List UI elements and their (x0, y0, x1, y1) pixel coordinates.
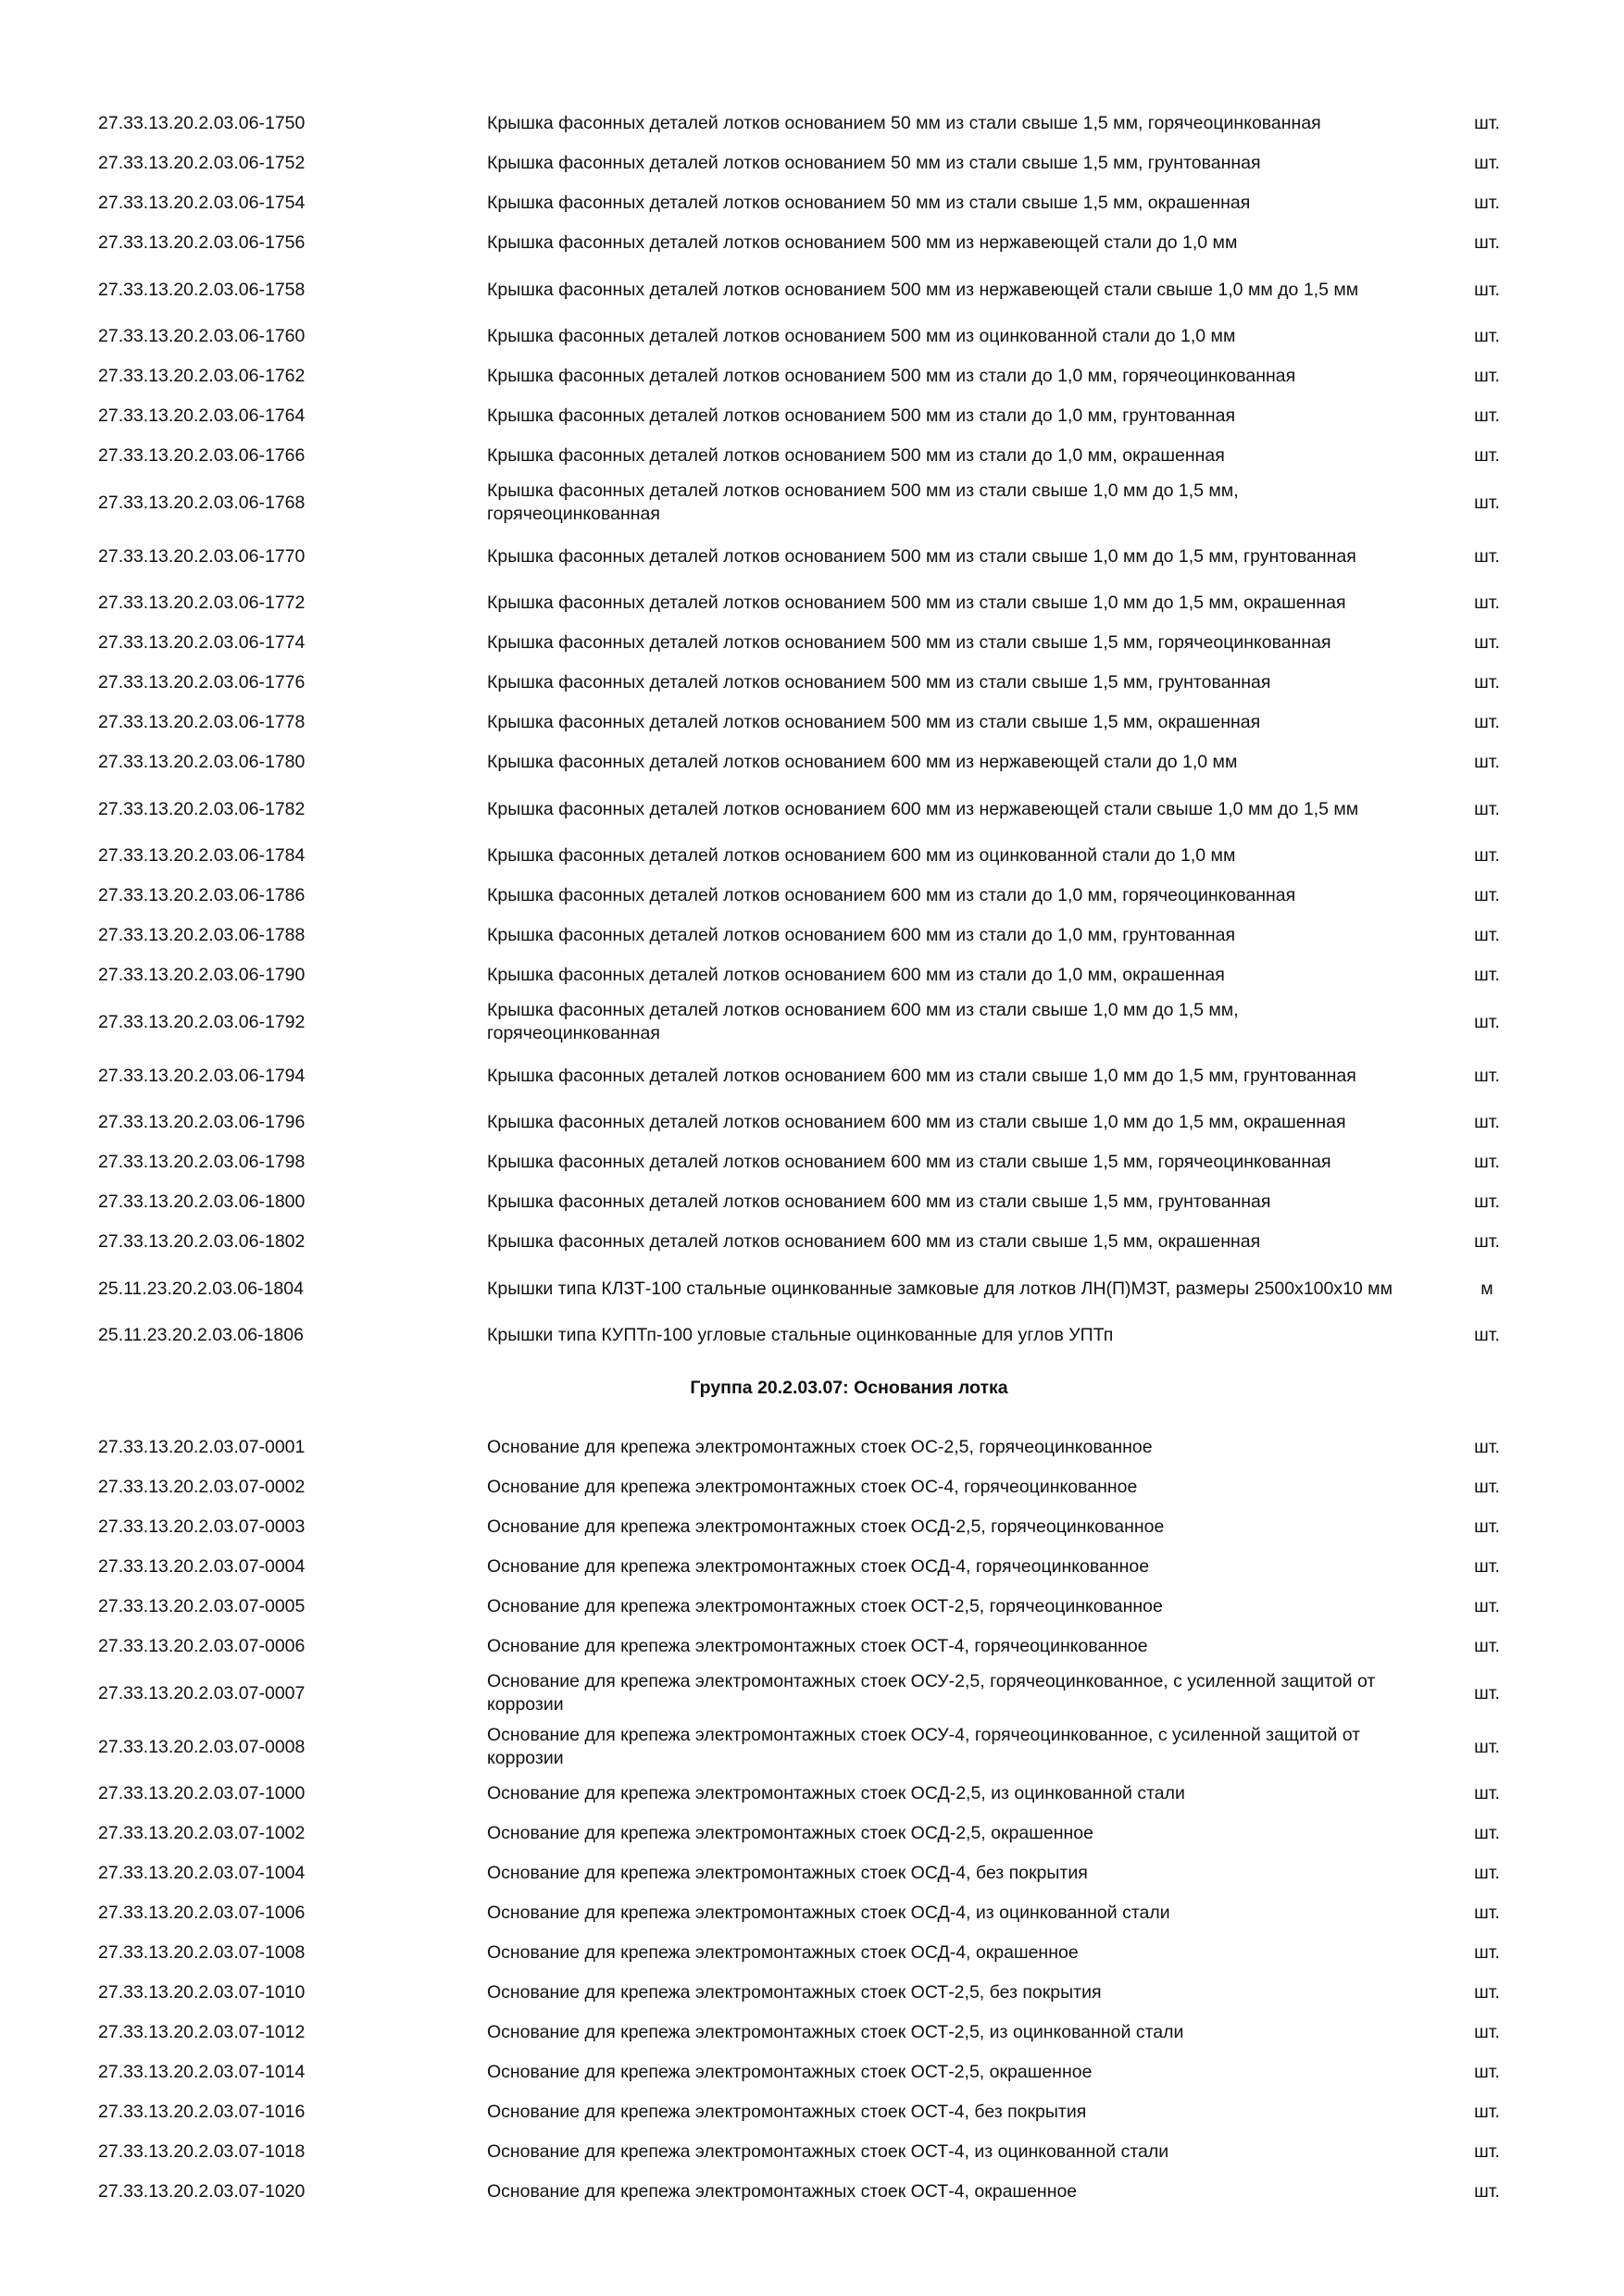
table-row (0, 1814, 1624, 1853)
table-row (0, 1720, 1624, 1774)
item-unit: шт. (1474, 1192, 1500, 1212)
table-row (0, 995, 1624, 1049)
item-unit: шт. (1474, 1863, 1500, 1883)
table-row (0, 183, 1624, 223)
table-row (0, 1049, 1624, 1103)
table-row (0, 2132, 1624, 2172)
item-code: 27.33.13.20.2.03.07-0002 (98, 1477, 306, 1497)
item-unit: шт. (1474, 366, 1500, 386)
item-name: Крышка фасонных деталей лотков основанием 500 мм из стали свыше 1,0 мм до 1,5 мм, горячеоцинкованная (487, 480, 1239, 524)
table-row (0, 1666, 1624, 1720)
item-name: Крышка фасонных деталей лотков основанием 500 мм из стали свыше 1,0 мм до 1,5 мм, грунтованная (487, 545, 1356, 567)
item-name: Основание для крепежа электромонтажных стоек ОСД-4, горячеоцинкованное (487, 1556, 1150, 1577)
item-unit: шт. (1474, 113, 1500, 133)
table-row (0, 1507, 1624, 1547)
table-row (0, 1587, 1624, 1627)
item-name: Основание для крепежа электромонтажных стоек ОСУ-4, горячеоцинкованное, с усиленной защитой от коррозии (487, 1725, 1361, 1768)
item-code: 27.33.13.20.2.03.07-1000 (98, 1783, 306, 1803)
item-code: 27.33.13.20.2.03.06-1750 (98, 113, 306, 133)
item-code: 27.33.13.20.2.03.06-1762 (98, 366, 306, 386)
item-name: Крышка фасонных деталей лотков основанием 600 мм из стали свыше 1,0 мм до 1,5 мм, грунтованная (487, 1065, 1356, 1086)
item-name: Крышка фасонных деталей лотков основанием 600 мм из нержавеющей стали свыше 1,0 мм до 1,5 мм (487, 798, 1359, 819)
table-row (0, 223, 1624, 263)
item-code: 27.33.13.20.2.03.07-1004 (98, 1863, 306, 1883)
table-row (0, 530, 1624, 583)
item-code: 27.33.13.20.2.03.06-1794 (98, 1065, 306, 1086)
item-code: 27.33.13.20.2.03.06-1784 (98, 845, 306, 866)
item-code: 27.33.13.20.2.03.07-1020 (98, 2181, 306, 2202)
group-heading: Группа 20.2.03.07: Основания лотка (690, 1378, 1008, 1398)
item-code: 27.33.13.20.2.03.07-0007 (98, 1682, 306, 1703)
item-name: Крышка фасонных деталей лотков основанием 600 мм из оцинкованной стали до 1,0 мм (487, 845, 1236, 866)
item-name: Крышка фасонных деталей лотков основанием 600 мм из стали до 1,0 мм, окрашенная (487, 965, 1225, 985)
item-name: Крышка фасонных деталей лотков основанием 600 мм из стали свыше 1,5 мм, грунтованная (487, 1192, 1271, 1212)
item-name: Крышки типа КУПТп-100 угловые стальные оцинкованные для углов УПТп (487, 1325, 1114, 1345)
item-unit: шт. (1474, 1477, 1500, 1497)
item-unit: шт. (1474, 1556, 1500, 1577)
item-unit: шт. (1474, 545, 1500, 567)
table-row (0, 476, 1624, 530)
item-code: 27.33.13.20.2.03.07-1016 (98, 2102, 306, 2122)
item-name: Основание для крепежа электромонтажных стоек ОСТ-2,5, горячеоцинкованное (487, 1596, 1163, 1616)
item-code: 27.33.13.20.2.03.06-1754 (98, 193, 306, 213)
item-unit: шт. (1474, 798, 1500, 819)
item-code: 27.33.13.20.2.03.06-1782 (98, 798, 306, 819)
table-row (0, 583, 1624, 623)
table-row (0, 2092, 1624, 2132)
table-row (0, 2013, 1624, 2053)
item-unit: шт. (1474, 1231, 1500, 1252)
item-unit: шт. (1474, 1596, 1500, 1616)
table-row (0, 263, 1624, 317)
table-row (0, 1627, 1624, 1666)
table-row (0, 1262, 1624, 1316)
item-unit: шт. (1474, 2102, 1500, 2122)
table-row (0, 1142, 1624, 1182)
item-unit: шт. (1474, 1065, 1500, 1086)
item-name: Крышка фасонных деталей лотков основанием 600 мм из стали свыше 1,5 мм, горячеоцинкованная (487, 1152, 1331, 1172)
item-name: Крышка фасонных деталей лотков основанием 500 мм из стали до 1,0 мм, горячеоцинкованная (487, 366, 1296, 386)
item-name: Крышка фасонных деталей лотков основанием 500 мм из оцинкованной стали до 1,0 мм (487, 326, 1236, 346)
item-name: Крышка фасонных деталей лотков основанием 50 мм из стали свыше 1,5 мм, горячеоцинкованная (487, 113, 1321, 133)
item-name: Крышка фасонных деталей лотков основанием 600 мм из стали свыше 1,5 мм, окрашенная (487, 1231, 1261, 1252)
item-unit: шт. (1474, 2022, 1500, 2042)
document-page (0, 104, 1624, 2212)
item-unit: шт. (1474, 1682, 1500, 1703)
item-code: 27.33.13.20.2.03.07-1012 (98, 2022, 306, 2042)
item-name: Основание для крепежа электромонтажных стоек ОСД-2,5, из оцинкованной стали (487, 1783, 1185, 1803)
table-row (0, 1853, 1624, 1893)
item-unit: шт. (1474, 1903, 1500, 1923)
item-unit: шт. (1474, 1516, 1500, 1537)
table-row (0, 2172, 1624, 2212)
table-row (0, 1182, 1624, 1222)
item-unit: шт. (1474, 845, 1500, 866)
item-name: Крышка фасонных деталей лотков основанием 600 мм из стали до 1,0 мм, грунтованная (487, 925, 1236, 945)
item-code: 27.33.13.20.2.03.07-0001 (98, 1437, 306, 1457)
item-code: 27.33.13.20.2.03.06-1800 (98, 1192, 306, 1212)
item-name: Основание для крепежа электромонтажных стоек ОСТ-2,5, окрашенное (487, 2062, 1093, 2082)
price-list-section-bases (0, 1428, 1624, 2212)
item-code: 27.33.13.20.2.03.06-1774 (98, 632, 306, 653)
table-row (0, 104, 1624, 144)
table-row (0, 317, 1624, 356)
item-code: 27.33.13.20.2.03.06-1786 (98, 885, 306, 905)
item-name: Крышка фасонных деталей лотков основанием 500 мм из нержавеющей стали до 1,0 мм (487, 232, 1238, 253)
table-row (0, 436, 1624, 476)
item-unit: шт. (1474, 712, 1500, 732)
item-name: Основание для крепежа электромонтажных стоек ОСД-4, из оцинкованной стали (487, 1903, 1170, 1923)
table-row (0, 1547, 1624, 1587)
item-code: 27.33.13.20.2.03.06-1792 (98, 1011, 306, 1032)
item-name: Основание для крепежа электромонтажных стоек ОСД-4, окрашенное (487, 1942, 1079, 1963)
table-row (0, 916, 1624, 955)
item-code: 27.33.13.20.2.03.06-1776 (98, 672, 306, 693)
item-code: 27.33.13.20.2.03.07-1018 (98, 2141, 306, 2162)
item-code: 27.33.13.20.2.03.07-1014 (98, 2062, 306, 2082)
item-code: 27.33.13.20.2.03.06-1790 (98, 965, 306, 985)
item-code: 27.33.13.20.2.03.06-1760 (98, 326, 306, 346)
item-name: Крышка фасонных деталей лотков основанием 500 мм из нержавеющей стали свыше 1,0 мм до 1,5 мм (487, 279, 1359, 300)
item-code: 27.33.13.20.2.03.06-1796 (98, 1112, 306, 1132)
item-unit: шт. (1474, 885, 1500, 905)
item-unit: шт. (1474, 193, 1500, 213)
table-row (0, 1222, 1624, 1262)
table-row (0, 782, 1624, 836)
table-row (0, 1893, 1624, 1933)
item-name: Основание для крепежа электромонтажных стоек ОСТ-4, окрашенное (487, 2181, 1078, 2202)
item-code: 27.33.13.20.2.03.06-1758 (98, 279, 306, 300)
item-unit: шт. (1474, 632, 1500, 653)
item-code: 27.33.13.20.2.03.06-1756 (98, 232, 306, 253)
item-name: Основание для крепежа электромонтажных стоек ОС-4, горячеоцинкованное (487, 1477, 1138, 1497)
item-unit: шт. (1474, 593, 1500, 613)
table-row (0, 1467, 1624, 1507)
table-row (0, 742, 1624, 782)
item-unit: шт. (1474, 1011, 1500, 1032)
item-code: 27.33.13.20.2.03.06-1752 (98, 153, 306, 173)
item-name: Основание для крепежа электромонтажных стоек ОСТ-4, горячеоцинкованное (487, 1636, 1148, 1656)
table-row (0, 703, 1624, 742)
table-row (0, 623, 1624, 663)
item-code: 27.33.13.20.2.03.06-1764 (98, 406, 306, 426)
item-name: Крышка фасонных деталей лотков основанием 500 мм из стали свыше 1,0 мм до 1,5 мм, окрашенная (487, 593, 1346, 613)
item-unit: шт. (1474, 1152, 1500, 1172)
item-code: 27.33.13.20.2.03.07-0004 (98, 1556, 306, 1577)
item-code: 27.33.13.20.2.03.06-1778 (98, 712, 306, 732)
item-name: Основание для крепежа электромонтажных стоек ОС-2,5, горячеоцинкованное (487, 1437, 1153, 1457)
item-unit: шт. (1474, 1112, 1500, 1132)
item-name: Крышка фасонных деталей лотков основанием 50 мм из стали свыше 1,5 мм, окрашенная (487, 193, 1251, 213)
table-row (0, 144, 1624, 183)
item-unit: шт. (1474, 406, 1500, 426)
item-name: Основание для крепежа электромонтажных стоек ОСТ-4, из оцинкованной стали (487, 2141, 1169, 2162)
item-code: 27.33.13.20.2.03.07-1006 (98, 1903, 306, 1923)
item-unit: шт. (1474, 1636, 1500, 1656)
item-code: 27.33.13.20.2.03.07-1002 (98, 1823, 306, 1843)
item-unit: шт. (1474, 153, 1500, 173)
item-name: Крышка фасонных деталей лотков основанием 500 мм из стали до 1,0 мм, окрашенная (487, 445, 1225, 466)
table-row (0, 1103, 1624, 1142)
item-name: Крышка фасонных деталей лотков основанием 50 мм из стали свыше 1,5 мм, грунтованная (487, 153, 1261, 173)
item-code: 27.33.13.20.2.03.06-1798 (98, 1152, 306, 1172)
item-code: 27.33.13.20.2.03.07-0005 (98, 1596, 306, 1616)
item-code: 27.33.13.20.2.03.06-1788 (98, 925, 306, 945)
item-name: Крышка фасонных деталей лотков основанием 500 мм из стали свыше 1,5 мм, горячеоцинкованная (487, 632, 1331, 653)
item-code: 27.33.13.20.2.03.07-1008 (98, 1942, 306, 1963)
item-unit: шт. (1474, 326, 1500, 346)
table-row (0, 356, 1624, 396)
table-row (0, 396, 1624, 436)
item-unit: шт. (1474, 232, 1500, 253)
item-code: 27.33.13.20.2.03.07-0008 (98, 1736, 306, 1757)
item-name: Основание для крепежа электромонтажных стоек ОСТ-2,5, без покрытия (487, 1982, 1102, 2003)
item-unit: шт. (1474, 752, 1500, 772)
item-unit: шт. (1474, 1437, 1500, 1457)
item-code: 27.33.13.20.2.03.07-0006 (98, 1636, 306, 1656)
table-row (0, 1774, 1624, 1814)
table-row (0, 1973, 1624, 2013)
item-unit: шт. (1474, 279, 1500, 300)
item-unit: шт. (1474, 1942, 1500, 1963)
item-code: 27.33.13.20.2.03.06-1770 (98, 545, 306, 567)
item-code: 27.33.13.20.2.03.06-1772 (98, 593, 306, 613)
item-name: Крышка фасонных деталей лотков основанием 500 мм из стали до 1,0 мм, грунтованная (487, 406, 1236, 426)
item-code: 27.33.13.20.2.03.06-1768 (98, 492, 306, 513)
item-name: Крышка фасонных деталей лотков основанием 600 мм из стали свыше 1,0 мм до 1,5 мм, горячеоцинкованная (487, 1000, 1239, 1043)
table-row (0, 955, 1624, 995)
item-code: 27.33.13.20.2.03.06-1766 (98, 445, 306, 466)
item-unit: шт. (1474, 965, 1500, 985)
item-unit: м (1480, 1278, 1493, 1299)
item-unit: шт. (1474, 492, 1500, 513)
item-unit: шт. (1474, 2062, 1500, 2082)
item-name: Крышки типа КЛЗТ-100 стальные оцинкованные замковые для лотков ЛН(П)МЗТ, размеры 2500х100х10 мм (487, 1278, 1393, 1299)
item-unit: шт. (1474, 1982, 1500, 2003)
table-row (0, 2053, 1624, 2092)
table-row (0, 663, 1624, 703)
item-name: Основание для крепежа электромонтажных стоек ОСД-2,5, горячеоцинкованное (487, 1516, 1165, 1537)
item-code: 27.33.13.20.2.03.07-1010 (98, 1982, 306, 2003)
item-name: Крышка фасонных деталей лотков основанием 500 мм из стали свыше 1,5 мм, окрашенная (487, 712, 1261, 732)
price-list-section-covers (0, 104, 1624, 1355)
item-unit: шт. (1474, 2181, 1500, 2202)
item-unit: шт. (1474, 1325, 1500, 1345)
item-code: 25.11.23.20.2.03.06-1804 (98, 1278, 304, 1299)
table-row (0, 1428, 1624, 1467)
item-unit: шт. (1474, 1783, 1500, 1803)
item-name: Крышка фасонных деталей лотков основанием 600 мм из нержавеющей стали до 1,0 мм (487, 752, 1238, 772)
item-name: Основание для крепежа электромонтажных стоек ОСД-4, без покрытия (487, 1863, 1088, 1883)
table-row (0, 876, 1624, 916)
item-unit: шт. (1474, 445, 1500, 466)
table-row (0, 836, 1624, 876)
item-name: Основание для крепежа электромонтажных стоек ОСД-2,5, окрашенное (487, 1823, 1093, 1843)
item-code: 27.33.13.20.2.03.06-1780 (98, 752, 306, 772)
item-name: Основание для крепежа электромонтажных стоек ОСТ-2,5, из оцинкованной стали (487, 2022, 1184, 2042)
table-row (0, 1316, 1624, 1355)
item-code: 27.33.13.20.2.03.07-0003 (98, 1516, 306, 1537)
item-unit: шт. (1474, 672, 1500, 693)
item-code: 25.11.23.20.2.03.06-1806 (98, 1325, 304, 1345)
table-row (0, 1933, 1624, 1973)
item-unit: шт. (1474, 1823, 1500, 1843)
item-name: Основание для крепежа электромонтажных стоек ОСТ-4, без покрытия (487, 2102, 1087, 2122)
item-unit: шт. (1474, 2141, 1500, 2162)
item-name: Крышка фасонных деталей лотков основанием 600 мм из стали до 1,0 мм, горячеоцинкованная (487, 885, 1296, 905)
item-unit: шт. (1474, 1736, 1500, 1757)
item-name: Крышка фасонных деталей лотков основанием 500 мм из стали свыше 1,5 мм, грунтованная (487, 672, 1271, 693)
item-unit: шт. (1474, 925, 1500, 945)
item-name: Основание для крепежа электромонтажных стоек ОСУ-2,5, горячеоцинкованное, с усиленной защитой от коррозии (487, 1671, 1376, 1715)
item-name: Крышка фасонных деталей лотков основанием 600 мм из стали свыше 1,0 мм до 1,5 мм, окрашенная (487, 1112, 1346, 1132)
item-code: 27.33.13.20.2.03.06-1802 (98, 1231, 306, 1252)
